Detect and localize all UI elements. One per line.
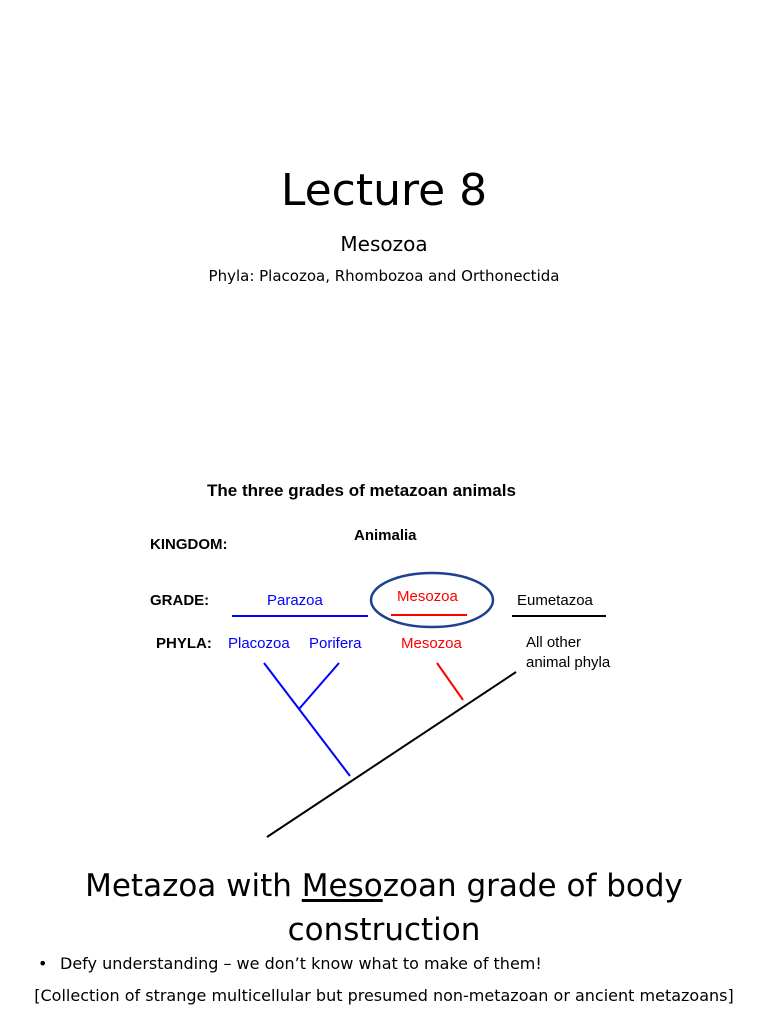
slide-title: Lecture 8 bbox=[280, 165, 488, 216]
underlined-meso: Meso bbox=[301, 868, 383, 904]
grade-parazoa: Parazoa bbox=[267, 592, 323, 609]
bullet-item bbox=[38, 953, 542, 975]
grade-eumetazoa: Eumetazoa bbox=[517, 592, 593, 609]
phyla-list: Phyla: Placozoa, Rhombozoa and Orthonectida bbox=[208, 267, 560, 285]
kingdom-value: Animalia bbox=[354, 527, 417, 544]
branch-porifera bbox=[299, 663, 339, 709]
metazoan-grades-diagram bbox=[0, 460, 768, 850]
grade-label: GRADE: bbox=[150, 592, 210, 609]
kingdom-label: KINGDOM: bbox=[150, 536, 228, 553]
section-heading-line2: construction bbox=[287, 912, 481, 948]
phylum-mesozoa: Mesozoa bbox=[401, 635, 462, 652]
phylum-other-line2: animal phyla bbox=[526, 654, 611, 671]
bullet-text: Defy understanding – we don’t know what to make of them! bbox=[60, 954, 542, 973]
branch-placozoa bbox=[264, 663, 350, 776]
slide-subtitle: Mesozoa bbox=[340, 232, 428, 256]
branch-mesozoa bbox=[437, 663, 463, 700]
diagram-title: The three grades of metazoan animals bbox=[207, 481, 516, 500]
section-heading bbox=[0, 864, 768, 952]
phyla-label: PHYLA: bbox=[156, 635, 212, 652]
phylum-placozoa: Placozoa bbox=[228, 635, 290, 652]
bracket-note: [Collection of strange multicellular but presumed non-metazoan or ancient metazoans] bbox=[34, 986, 734, 1005]
grade-mesozoa: Mesozoa bbox=[397, 588, 458, 605]
section-heading-line1: Metazoa with Mesozoan grade of body bbox=[85, 868, 683, 904]
phylum-other-line1: All other bbox=[526, 634, 582, 651]
phylum-porifera: Porifera bbox=[309, 635, 362, 652]
bullet-symbol: • bbox=[38, 954, 48, 973]
main-trunk bbox=[267, 672, 516, 837]
